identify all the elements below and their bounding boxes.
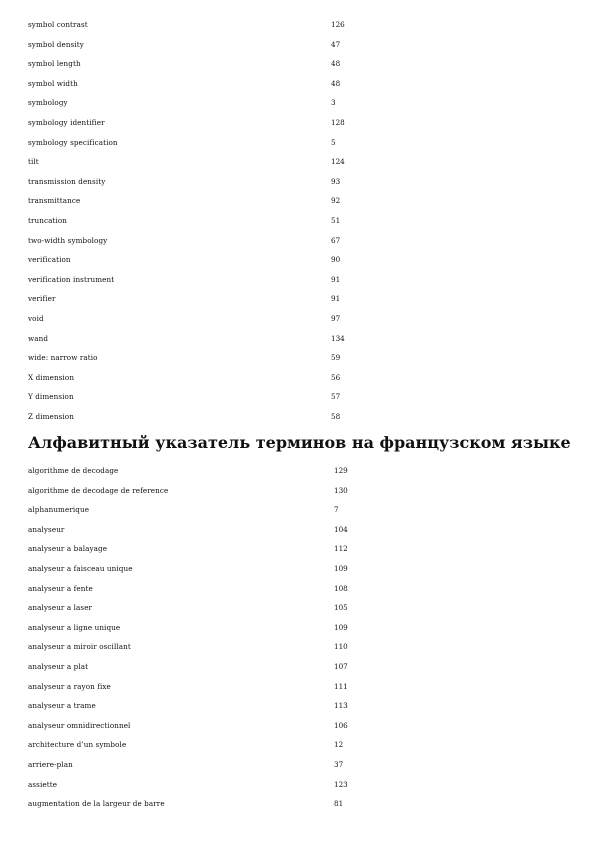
index-term: symbology specification [28,137,118,147]
index-term: transmission density [28,176,106,186]
index-term: verifier [28,294,56,304]
index-term: algorithme de decodage [28,466,119,475]
index-page-number: 12 [334,740,344,750]
index-entry [28,466,358,486]
index-term: symbol contrast [28,20,88,29]
index-entry [28,799,358,819]
index-term: Z dimension [28,411,74,421]
index-term: Y dimension [28,392,74,402]
index-page-number: 123 [334,779,348,789]
index-entry [28,584,358,604]
index-entry [28,721,358,741]
index-term: wide: narrow ratio [28,353,98,363]
index-term: analyseur a fente [28,583,93,593]
index-term: analyseur a rayon fixe [28,681,111,691]
index-entry [28,642,358,662]
index-entry [28,392,358,412]
index-page-number: 108 [334,583,348,593]
index-entry [28,118,358,138]
english-term-index [28,20,358,431]
index-entry [28,59,358,79]
index-page-number: 111 [334,681,348,691]
index-page-number: 7 [334,505,339,515]
index-term: verification [28,255,71,265]
index-page-number: 124 [331,157,345,167]
index-term: truncation [28,215,68,225]
index-page-number: 129 [334,466,348,475]
index-entry [28,255,358,275]
index-entry [28,623,358,643]
index-page-number: 48 [331,78,341,88]
index-entry [28,236,358,256]
index-entry [28,740,358,760]
index-entry [28,216,358,236]
index-page-number: 58 [331,411,341,421]
index-entry [28,98,358,118]
index-page-number: 91 [331,294,341,304]
index-page-number: 48 [331,59,341,69]
index-term: symbol width [28,78,78,88]
index-page-number: 110 [334,642,348,652]
index-term: symbology [28,98,68,108]
index-term: symbol length [28,59,81,69]
index-term: two-width symbology [28,235,108,245]
index-term: analyseur a ligne unique [28,622,121,632]
index-term: analyseur a plat [28,661,89,671]
index-term: symbology identifier [28,117,105,127]
index-page-number: 59 [331,353,341,363]
index-page-number: 91 [331,274,341,284]
index-page-number: 90 [331,255,341,265]
index-term: analyseur a miroir oscillant [28,642,131,652]
index-term: X dimension [28,372,75,382]
index-entry [28,294,358,314]
index-term: analyseur a balayage [28,544,108,554]
index-entry [28,40,358,60]
index-entry [28,505,358,525]
index-page-number: 57 [331,392,341,402]
index-entry [28,603,358,623]
index-term: transmittance [28,196,81,206]
index-entry [28,760,358,780]
index-page-number: 92 [331,196,341,206]
index-term: analyseur omnidirectionnel [28,720,131,730]
index-term: analyseur [28,524,65,534]
index-entry [28,701,358,721]
index-page-number: 51 [331,215,341,225]
index-page-number: 106 [334,720,348,730]
index-entry [28,138,358,158]
index-entry [28,662,358,682]
index-page-number: 97 [331,313,341,323]
index-term: arriere-plan [28,759,73,769]
index-page-number: 93 [331,176,341,186]
index-entry [28,20,358,40]
index-term: void [28,313,44,323]
index-entry [28,353,358,373]
french-index-heading: Алфавитный указатель терминов на французском языке [28,433,571,452]
french-term-index [28,466,358,819]
index-term: analyseur a trame [28,701,96,711]
index-page-number: 56 [331,372,341,382]
index-page-number: 47 [331,39,341,49]
index-entry [28,79,358,99]
index-term: wand [28,333,49,343]
index-entry [28,525,358,545]
index-page-number: 109 [334,622,348,632]
index-term: alphanumerique [28,505,90,515]
index-page-number: 109 [334,563,348,573]
index-entry [28,334,358,354]
index-entry [28,564,358,584]
index-page-number: 112 [334,544,348,554]
index-page-number: 134 [331,333,345,343]
index-page-number: 81 [334,799,344,809]
index-page-number: 113 [334,701,348,711]
index-page-number: 3 [331,98,336,108]
index-term: symbol density [28,39,84,49]
index-entry [28,486,358,506]
index-entry [28,544,358,564]
index-term: tilt [28,157,39,167]
index-entry [28,275,358,295]
index-term: verification instrument [28,274,115,284]
index-term: analyseur a laser [28,603,93,613]
index-page-number: 128 [331,117,345,127]
index-term: analyseur a faisceau unique [28,563,133,573]
index-entry [28,314,358,334]
index-entry [28,373,358,393]
index-entry [28,157,358,177]
index-page-number: 105 [334,603,348,613]
index-term: architecture d’un symbole [28,740,127,750]
index-page-number: 37 [334,759,344,769]
index-page-number: 104 [334,524,348,534]
index-entry [28,196,358,216]
index-page-number: 107 [334,661,348,671]
index-entry [28,682,358,702]
index-term: assiette [28,779,58,789]
index-page-number: 5 [331,137,336,147]
index-entry [28,780,358,800]
index-page-number: 130 [334,485,348,495]
index-term: algorithme de decodage de reference [28,485,169,495]
index-entry [28,177,358,197]
index-page-number: 67 [331,235,341,245]
index-entry [28,412,358,432]
index-term: augmentation de la largeur de barre [28,799,165,809]
index-page-number: 126 [331,20,345,29]
